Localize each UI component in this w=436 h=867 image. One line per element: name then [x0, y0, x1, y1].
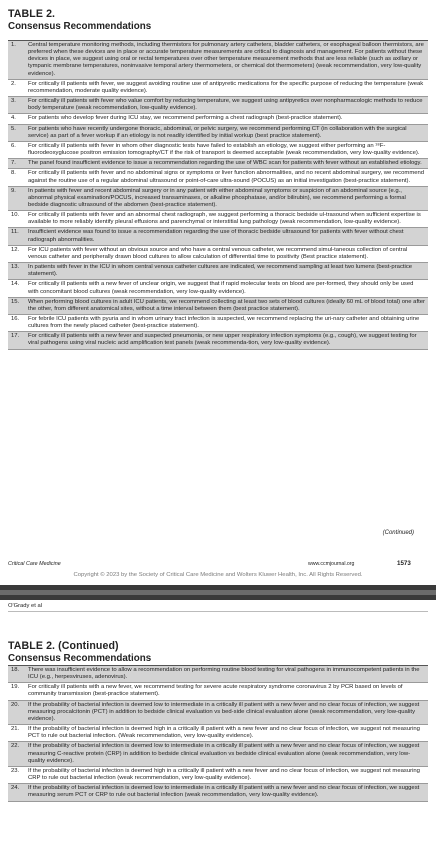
row-number: 1.	[11, 42, 16, 48]
row-number: 12.	[11, 246, 20, 253]
row-number: 15.	[11, 298, 20, 305]
table-row	[8, 228, 428, 245]
table-row	[8, 125, 428, 142]
row-number: 16.	[11, 316, 20, 322]
table-row	[8, 159, 428, 169]
row-text: Insufficient evidence was found to issue a recommendation regarding the use of thoracic bedside ultrasound for patients with fever without chest radiograph abnormalities.	[28, 229, 404, 243]
table-row	[8, 97, 428, 114]
row-number: 20.	[11, 701, 20, 708]
row-text: For critically ill patients with fever, we suggest avoiding routine use of antipyretic medications for the specific purpose of reducing the temperature (weak recommendation, moderate quality evidence).	[28, 80, 424, 94]
journal-page-2	[0, 600, 436, 867]
row-number: 6.	[11, 142, 16, 149]
row-number: 5.	[11, 125, 16, 132]
table-title: TABLE 2. (Continued)	[8, 640, 119, 652]
running-head-rule	[8, 611, 428, 612]
table-row	[8, 169, 428, 186]
table-row	[8, 280, 428, 297]
row-number: 22.	[11, 743, 20, 750]
row-text: Central temperature monitoring methods, including thermistors for pulmonary artery catheters, bladder catheters, or esophageal balloon thermistors, are preferred when these devices are in place or accurate temperature measurements are critical to diagnosis and management. For patients without these devices in place, we suggest using oral or rectal temperatures over other temperature measurement methods that are less reliable (such as axillary or tympanic membrane temperatures, noninvasive temporal artery thermometers, or chemical dot thermometers) (weak recommendation, very low-quality evidence).	[28, 42, 424, 77]
table-row	[8, 332, 428, 349]
table-row	[8, 211, 428, 228]
continued-label: (Continued)	[382, 530, 414, 536]
row-number: 11.	[11, 229, 19, 236]
row-text: In patients with fever in the ICU in whom central venous catheter cultures are indicated, we recommend sampling at least two lumens (best-practice statement).	[28, 264, 413, 278]
table-row	[8, 114, 428, 124]
table-row	[8, 683, 428, 700]
row-text: If the probability of bacterial infection is deemed high in a critically ill patient with a new fever and no clear focus of infection, we suggest not measuring PCT to rule out bacterial infection. (Weak recommendation, very low-quality evidence).	[28, 726, 420, 740]
row-text: For febrile ICU patients with pyuria and in whom urinary tract infection is suspected, we recommend replacing the uri-nary catheter and obtaining urine cultures from the newly placed catheter (best-practice statement).	[28, 316, 420, 330]
table-subtitle: Consensus Recommendations	[8, 21, 152, 32]
table-row	[8, 784, 428, 801]
copyright-notice: Copyright © 2023 by the Society of Critical Care Medicine and Wolters Kluwer Health, Inc. All Rights Reserved.	[73, 572, 363, 578]
table-title: TABLE 2.	[8, 8, 56, 20]
row-text: When performing blood cultures in adult ICU patients, we recommend collecting at least two sets of blood cultures (ideally 60 mL of blood total) one after the other, from different anatomical sites, without a time interval between them (best practice statement).	[28, 298, 425, 312]
table-subtitle: Consensus Recommendations	[8, 653, 152, 664]
table-row	[8, 246, 428, 263]
row-number: 18.	[11, 667, 20, 673]
footer-url[interactable]: www.ccmjournal.org	[308, 561, 355, 567]
row-text: If the probability of bacterial infection is deemed low to intermediate in a critically ill patient with a new fever and no clear focus of infection, we suggest measuring C-reactive protein (CRP) in addition to bedside clinical evaluation vs bedside clinical evaluation alone (weak recommendation, very low-quality evidence).	[28, 743, 420, 764]
table-row	[8, 80, 428, 97]
row-number: 14.	[11, 281, 20, 288]
table-row	[8, 41, 428, 80]
table-row	[8, 315, 428, 332]
row-number: 7.	[11, 160, 16, 167]
row-text: For critically ill patients with fever and no abdominal signs or symptoms or liver function abnormalities, and no recent abdominal surgery, we recommend against the routine use of a regular abdominal ultrasound or point-of-care ultra-sound (POCUS) as an initial investigation (best-practice statement).	[28, 170, 425, 184]
footer-journal-name: Critical Care Medicine	[8, 561, 61, 567]
table-row	[8, 187, 428, 211]
row-number: 9.	[11, 187, 16, 194]
row-number: 10.	[11, 212, 20, 219]
recommendations-table	[8, 41, 428, 350]
row-number: 8.	[11, 170, 16, 177]
row-text: For patients who have recently undergone thoracic, abdominal, or pelvic surgery, we recommend performing CT (in collaboration with the surgical service) as part of a fever workup if an etiology is not readily identified by initial workup (best practice statement).	[28, 125, 407, 139]
row-text: If the probability of bacterial infection is deemed high in a critically ill patient with a new fever and no clear focus of infection, we suggest not measuring CRP to rule out bacterial infection (weak recommendation, very low-quality evidence).	[28, 767, 420, 782]
table-row	[8, 725, 428, 742]
row-text: The panel found insufficient evidence to issue a recommendation regarding the use of WBC scan for patients with fever without an established etiology.	[28, 160, 422, 167]
table-row	[8, 298, 428, 315]
row-number: 19.	[11, 684, 20, 691]
row-text: For critically ill patients with a new fever of unclear origin, we suggest that if rapid molecular tests on blood are per-formed, they should only be used with concomitant blood cultures (weak recommendation, very low-quality evidence).	[28, 281, 414, 295]
table-row	[8, 263, 428, 280]
row-number: 13.	[11, 264, 20, 271]
table-row	[8, 767, 428, 784]
recommendations-table	[8, 666, 428, 802]
table-row	[8, 666, 428, 683]
row-text: For critically ill patients with fever and an abnormal chest radiograph, we suggest performing a thoracic bedside ul-trasound when sufficient expertise is available to more reliably identify pleural effusions and parenchymal or interstitial lung pathology (weak recommendation, low-quality evidence).	[28, 212, 421, 226]
row-number: 4.	[11, 115, 16, 122]
page-separator-strip	[0, 590, 436, 595]
page-separator	[0, 585, 436, 600]
table-row	[8, 742, 428, 766]
row-number: 24.	[11, 785, 20, 792]
row-text: For critically ill patients with fever in whom other diagnostic tests have failed to establish an etiology, we suggest either performing an ¹⁸F-fluorodeoxyglucose positron emission tomography/CT if the risk of transport is deemed acceptable (weak recommendation, very low-quality evidence).	[28, 142, 420, 157]
row-text: For critically ill patients with a new fever, we recommend testing for severe acute respiratory syndrome coronavirus 2 by PCR based on levels of community transmission (best-practice statement).	[28, 684, 403, 698]
row-text: For ICU patients with fever without an obvious source and who have a central venous catheter, we recommend simul-taneous collection of central venous catheter and peripherally drawn blood cultures to allow calculation of differential time to positivity (Best practice statement).	[28, 246, 408, 260]
row-number: 17.	[11, 333, 20, 340]
running-head: O'Grady et al	[8, 603, 42, 609]
row-text: For critically ill patients with fever who value comfort by reducing temperature, we suggest using antipyretics over nonpharmacologic methods to reduce body temperature (weak recommendation, low-quality evidence).	[28, 98, 423, 112]
row-text: If the probability of bacterial infection is deemed low to intermediate in a critically ill patient with a new fever and no clear focus of infection, we suggest measuring procalcitonin (PCT) in addition to bedside clinical evaluation vs bed-side clinical evaluation alone (weak recommendation, very low-quality evidence).	[28, 701, 420, 722]
table-row	[8, 142, 428, 159]
row-number: 23.	[11, 767, 20, 774]
table-row	[8, 701, 428, 725]
row-text: For patients who develop fever during ICU stay, we recommend performing a chest radiograph (best-practice statement).	[28, 115, 343, 122]
row-text: For critically ill patients with a new fever and suspected pneumonia, or new upper respiratory infection symptoms (e.g., cough), we suggest testing for viral pathogens using viral nucleic acid amplification test panels (weak recommenda-tion, very low-quality evidence).	[28, 333, 417, 347]
row-text: There was insufficient evidence to allow a recommendation on performing routine blood testing for viral pathogens in immunocompetent patients in the ICU (e.g., herpesviruses, adenovirus).	[28, 667, 420, 681]
row-text: In patients with fever and recent abdominal surgery or in any patient with either abdominal symptoms or suspicion of an abdominal source (e.g., abnormal physical examination/POCUS, increased transaminases, or alkaline phosphatase, and/or bilirubin), we recommend performing a formal bedside diagnostic ultrasound of the abdomen (best-practice statement).	[28, 187, 406, 208]
row-number: 21.	[11, 726, 20, 733]
row-number: 3.	[11, 98, 16, 105]
row-text: If the probability of bacterial infection is deemed low to intermediate in a critically ill patient with a new fever and no clear focus of infection, we suggest measuring serum PCT or CRP to rule out bacterial infection (weak recommendation, very low-quality evidence).	[28, 785, 420, 799]
row-number: 2.	[11, 80, 16, 87]
footer-page-number: 1573	[397, 560, 411, 567]
